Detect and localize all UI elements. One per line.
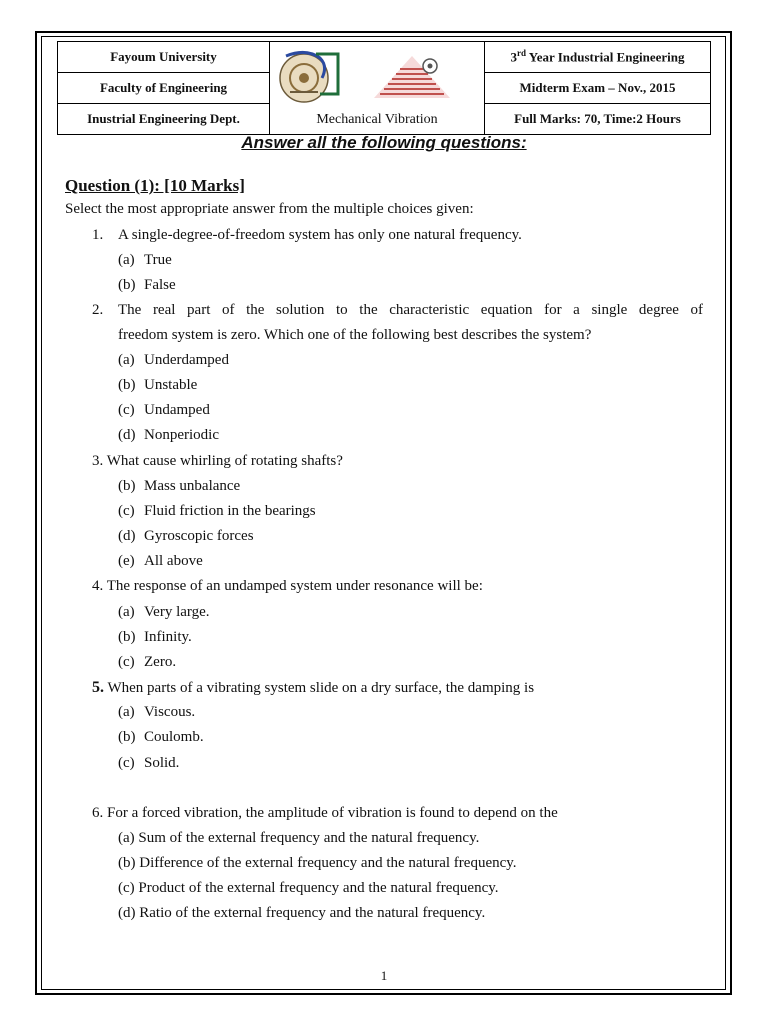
faculty-logo-icon [372,54,452,100]
question-item-6: 6. For a forced vibration, the amplitude of vibration is found to depend on the [92,805,558,821]
option: (b) False [118,277,176,293]
faculty-name: Faculty of Engineering [58,73,270,104]
question-item-2-number: 2. [92,302,104,318]
option: (c) Solid. [118,755,180,771]
year-program: 3rd Year Industrial Engineering [485,42,711,73]
option: (d) Gyroscopic forces [118,528,254,544]
option: (d) Nonperiodic [118,427,219,443]
option: (b) Mass unbalance [118,478,241,494]
department-name: Inustrial Engineering Dept. [58,104,270,135]
option: (c) Undamped [118,402,210,418]
option: (a) Underdamped [118,352,229,368]
course-title: Mechanical Vibration [316,112,438,127]
option: (c) Zero. [118,654,177,670]
option: (b) Unstable [118,377,198,393]
question-item-4: 4. The response of an undamped system under resonance will be: [92,578,483,594]
question-heading: Question (1): [10 Marks] [65,176,245,195]
university-logo-icon [276,48,346,106]
exam-header-table [57,41,711,135]
option: (a) Sum of the external frequency and the natural frequency. [118,830,480,846]
option: (c) Product of the external frequency and the natural frequency. [118,880,499,896]
question-item-1: 1. A single-degree-of-freedom system has only one natural frequency. [92,227,522,243]
instruction-heading: Answer all the following questions: [241,133,527,152]
exam-info: Midterm Exam – Nov., 2015 [485,73,711,104]
option: (b) Coulomb. [118,729,204,745]
option: (e) All above [118,553,203,569]
question-item-2-line2: freedom system is zero. Which one of the following best describes the system? [118,327,592,343]
option: (a) Very large. [118,604,210,620]
option: (a) Viscous. [118,704,196,720]
university-name: Fayoum University [58,42,270,73]
option: (d) Ratio of the external frequency and the natural frequency. [118,905,486,921]
page-number: 1 [380,968,388,983]
logo-cell [270,42,485,135]
option: (c) Fluid friction in the bearings [118,503,316,519]
question-item-5: 5. When parts of a vibrating system slide on a dry surface, the damping is [92,679,535,696]
question-item-2-line1: The real part of the solution to the characteristic equation for a single degree of [118,302,703,318]
marks-time: Full Marks: 70, Time:2 Hours [485,104,711,135]
option: (a) True [118,252,172,268]
option: (b) Infinity. [118,629,192,645]
question-intro: Select the most appropriate answer from the multiple choices given: [65,201,474,217]
option: (b) Difference of the external frequency and the natural frequency. [118,855,517,871]
question-item-3: 3. What cause whirling of rotating shafts? [92,453,343,469]
